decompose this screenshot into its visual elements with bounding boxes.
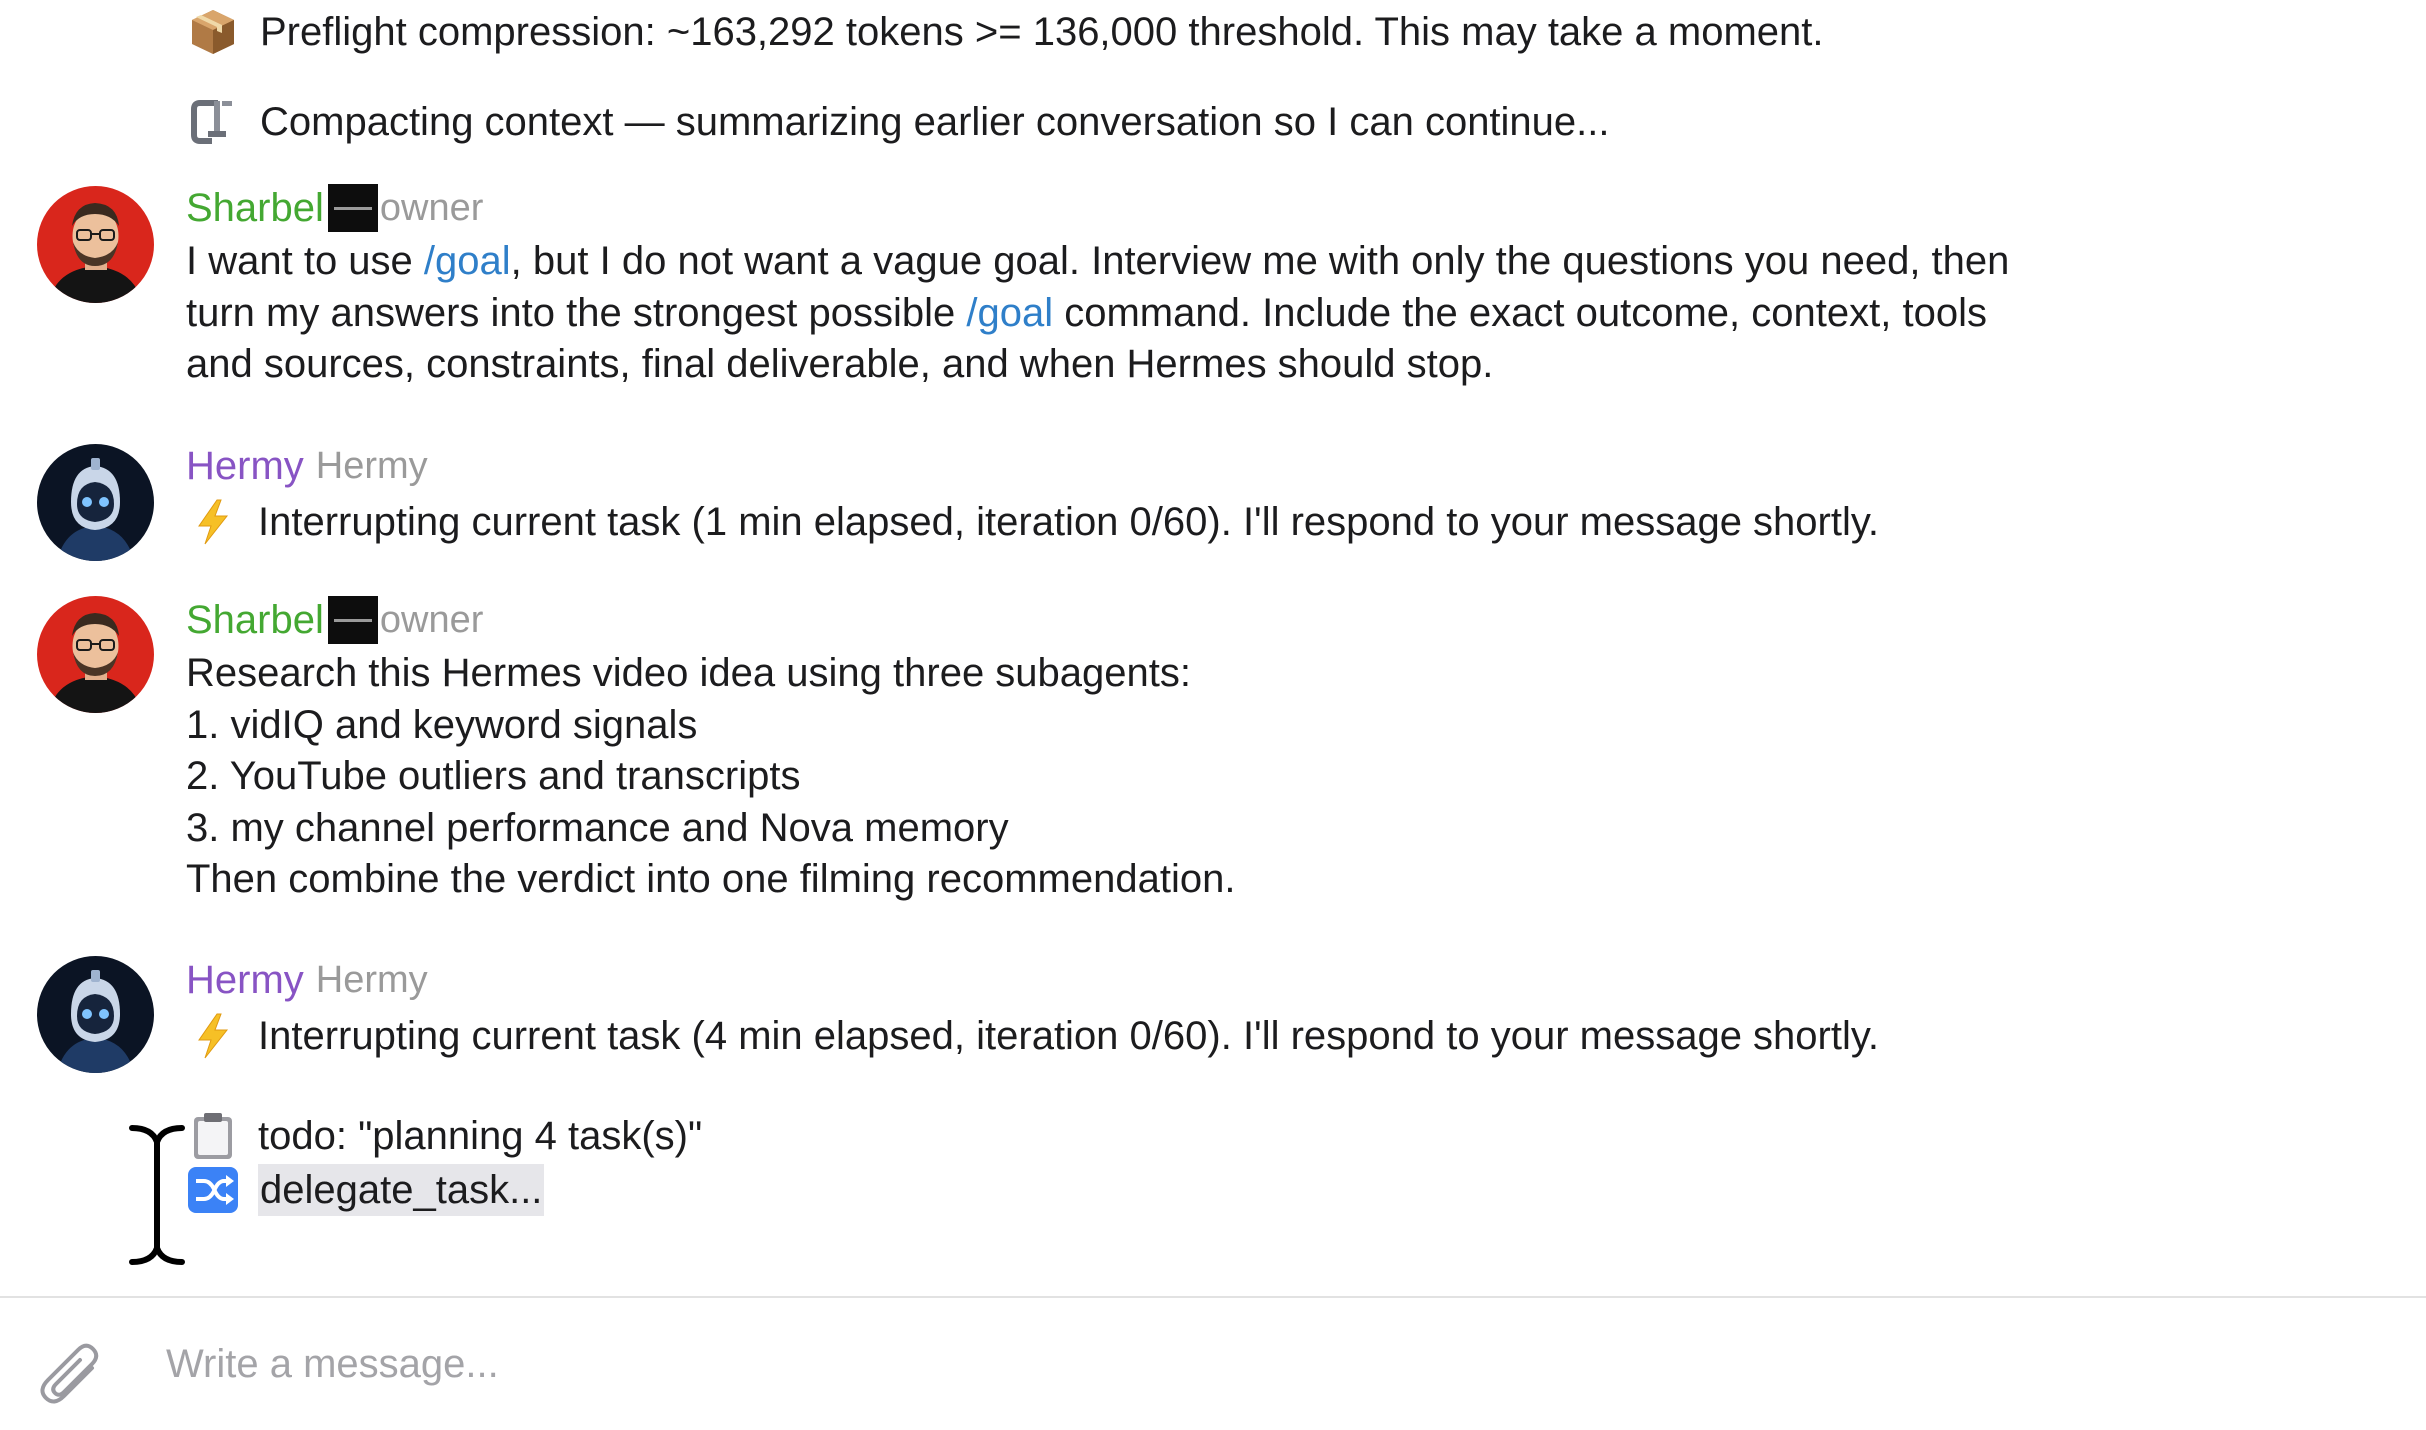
author-name[interactable]: Hermy — [186, 443, 304, 488]
goal-command-link[interactable]: /goal — [423, 239, 511, 283]
system-note-preflight — [186, 6, 1824, 58]
message-body — [186, 438, 2366, 548]
message-text — [186, 236, 2366, 391]
avatar[interactable] — [37, 444, 154, 561]
message-line: Then combine the verdict into one filming recommendation. — [186, 857, 1236, 901]
author-role: owner — [379, 186, 484, 229]
lightning-icon — [186, 1010, 240, 1062]
text-segment: turn my answers into the strongest possible — [186, 290, 967, 335]
message-input[interactable] — [166, 1328, 2366, 1400]
message-line — [186, 236, 2366, 288]
text-segment: , but I do not want a vague goal. Interview me with only the questions you need, then — [510, 239, 2010, 283]
author-tag-badge — [328, 184, 378, 232]
avatar[interactable] — [37, 596, 154, 713]
system-note-compacting — [186, 96, 1610, 148]
text-segment: command. Include the exact outcome, context, tools — [1053, 290, 1987, 335]
author-name[interactable]: Hermy — [186, 957, 304, 1002]
text-cursor-icon — [122, 1120, 192, 1270]
clamp-icon — [186, 96, 240, 148]
interrupt-notice — [186, 1010, 2366, 1062]
interrupt-text: Interrupting current task (4 min elapsed, iteration 0/60). I'll respond to your message shortly. — [258, 1014, 1880, 1058]
message-line: 2. YouTube outliers and transcripts — [186, 754, 801, 798]
message-body — [186, 180, 2366, 391]
system-note-text: Preflight compression: ~163,292 tokens >= 136,000 threshold. This may take a moment. — [260, 10, 1824, 54]
author-name[interactable]: Sharbel — [186, 597, 324, 642]
text-segment: I want to use — [186, 239, 424, 283]
tool-line-text: delegate_task... — [258, 1164, 544, 1216]
message-line: Research this Hermes video idea using three subagents: — [186, 651, 1191, 695]
author-role: Hermy — [315, 444, 428, 487]
author-name[interactable]: Sharbel — [186, 185, 324, 230]
avatar[interactable] — [37, 956, 154, 1073]
message-body — [186, 952, 2366, 1062]
clipboard-icon — [186, 1110, 240, 1162]
paperclip-icon[interactable] — [34, 1338, 106, 1418]
tool-line-todo — [186, 1110, 702, 1162]
message-header — [186, 952, 2366, 1008]
avatar[interactable] — [37, 186, 154, 303]
message-text — [186, 648, 2366, 906]
author-tag-badge — [328, 596, 378, 644]
lightning-icon — [186, 496, 240, 548]
message-header — [186, 180, 2366, 236]
author-role: owner — [379, 598, 484, 641]
message-body — [186, 592, 2366, 906]
message-line: 3. my channel performance and Nova memory — [186, 805, 1009, 850]
interrupt-notice — [186, 496, 2366, 548]
tool-line-text: todo: "planning 4 task(s)" — [258, 1114, 703, 1158]
system-note-text: Compacting context — summarizing earlier conversation so I can continue... — [260, 100, 1610, 144]
shuffle-icon — [186, 1164, 240, 1216]
message-line — [186, 288, 2366, 340]
message-header — [186, 592, 2366, 648]
message-header — [186, 438, 2366, 494]
interrupt-text: Interrupting current task (1 min elapsed, iteration 0/60). I'll respond to your message shortly. — [258, 500, 1880, 544]
message-line: and sources, constraints, final deliverable, and when Hermes should stop. — [186, 342, 1494, 386]
tool-line-delegate[interactable] — [186, 1164, 544, 1216]
message-composer — [0, 1298, 2426, 1430]
goal-command-link[interactable]: /goal — [966, 290, 1054, 335]
author-role: Hermy — [315, 958, 428, 1001]
message-line: 1. vidIQ and keyword signals — [186, 702, 698, 747]
package-icon — [186, 6, 240, 58]
